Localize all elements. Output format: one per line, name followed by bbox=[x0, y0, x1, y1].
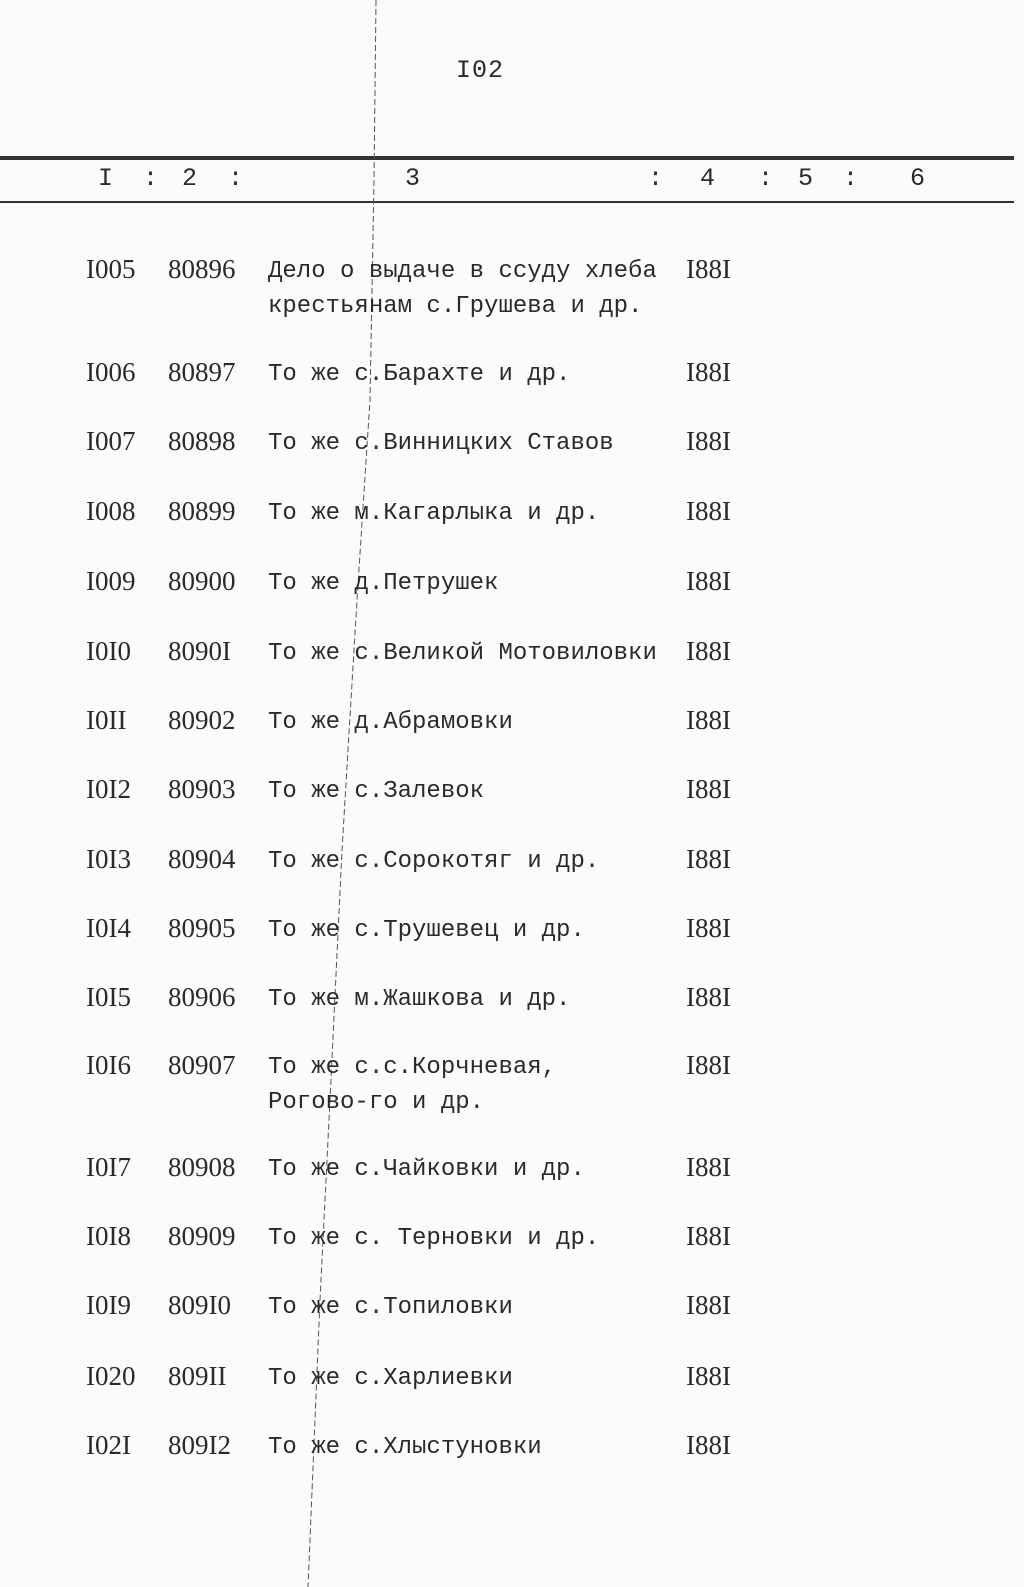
col-sep-3: : bbox=[648, 164, 664, 193]
row-year: I88I bbox=[686, 1361, 731, 1391]
row-description: То же с. Терновки и др. bbox=[268, 1225, 600, 1252]
row-code: 80906 bbox=[168, 982, 236, 1012]
col-sep-4: : bbox=[758, 164, 774, 193]
row-year: I88I bbox=[686, 774, 731, 804]
row-code: 809I2 bbox=[168, 1430, 231, 1460]
row-description: То же с.Великой Мотовиловки bbox=[268, 640, 657, 667]
row-code: 80909 bbox=[168, 1221, 236, 1251]
col-head-3: 3 bbox=[405, 164, 421, 193]
row-number: I0I5 bbox=[86, 982, 131, 1012]
row-number: I02I bbox=[86, 1430, 131, 1460]
row-year: I88I bbox=[686, 844, 731, 874]
row-code: 80904 bbox=[168, 844, 236, 874]
row-year: I88I bbox=[686, 913, 731, 943]
row-description: То же д.Абрамовки bbox=[268, 709, 513, 736]
row-number: I008 bbox=[86, 496, 136, 526]
row-code: 80900 bbox=[168, 566, 236, 596]
row-description: То же м.Кагарлыка и др. bbox=[268, 500, 600, 527]
row-year: I88I bbox=[686, 254, 731, 284]
page-number: I02 bbox=[455, 56, 504, 85]
row-description: То же д.Петрушек bbox=[268, 570, 499, 597]
col-sep-1: : bbox=[143, 164, 159, 193]
row-description: То же с.с.Корчневая, Рогово-го и др. bbox=[268, 1054, 571, 1116]
row-number: I0I0 bbox=[86, 636, 131, 666]
row-year: I88I bbox=[686, 705, 731, 735]
row-number: I0I9 bbox=[86, 1290, 131, 1320]
row-code: 8090I bbox=[168, 636, 231, 666]
col-head-2: 2 bbox=[182, 164, 198, 193]
row-description: То же с.Сорокотяг и др. bbox=[268, 848, 600, 875]
row-number: I0I7 bbox=[86, 1152, 131, 1182]
col-head-6: 6 bbox=[910, 164, 926, 193]
row-description: То же с.Чайковки и др. bbox=[268, 1156, 585, 1183]
row-number: I0I8 bbox=[86, 1221, 131, 1251]
row-year: I88I bbox=[686, 1152, 731, 1182]
row-number: I0II bbox=[86, 705, 127, 735]
row-number: I0I2 bbox=[86, 774, 131, 804]
row-number: I009 bbox=[86, 566, 136, 596]
row-number: I006 bbox=[86, 357, 136, 387]
col-sep-5: : bbox=[843, 164, 859, 193]
col-head-4: 4 bbox=[700, 164, 716, 193]
row-description: То же м.Жашкова и др. bbox=[268, 986, 571, 1013]
row-year: I88I bbox=[686, 1430, 731, 1460]
row-description: То же с.Топиловки bbox=[268, 1294, 513, 1321]
row-code: 80903 bbox=[168, 774, 236, 804]
row-description: То же с.Винницких Ставов bbox=[268, 430, 614, 457]
row-year: I88I bbox=[686, 357, 731, 387]
row-year: I88I bbox=[686, 982, 731, 1012]
row-description: То же с.Барахте и др. bbox=[268, 361, 571, 388]
row-year: I88I bbox=[686, 496, 731, 526]
row-number: I0I4 bbox=[86, 913, 131, 943]
row-description: То же с.Залевок bbox=[268, 778, 485, 805]
row-number: I0I3 bbox=[86, 844, 131, 874]
row-year: I88I bbox=[686, 426, 731, 456]
header-rule-bottom bbox=[0, 201, 1014, 203]
row-year: I88I bbox=[686, 636, 731, 666]
row-code: 80898 bbox=[168, 426, 236, 456]
row-code: 80896 bbox=[168, 254, 236, 284]
row-description: То же с.Трушевец и др. bbox=[268, 917, 585, 944]
row-code: 80902 bbox=[168, 705, 236, 735]
row-code: 80897 bbox=[168, 357, 236, 387]
row-description: То же с.Харлиевки bbox=[268, 1365, 513, 1392]
row-number: I005 bbox=[86, 254, 136, 284]
row-year: I88I bbox=[686, 1221, 731, 1251]
row-number: I007 bbox=[86, 426, 136, 456]
row-description: То же с.Хлыстуновки bbox=[268, 1434, 542, 1461]
header-rule-top bbox=[0, 156, 1014, 160]
row-number: I0I6 bbox=[86, 1050, 131, 1080]
row-description: Дело о выдаче в ссуду хлеба крестьянам с.Грушева и др. bbox=[268, 258, 672, 320]
row-code: 80899 bbox=[168, 496, 236, 526]
row-year: I88I bbox=[686, 1050, 731, 1080]
row-code: 80905 bbox=[168, 913, 236, 943]
col-sep-2: : bbox=[228, 164, 244, 193]
row-year: I88I bbox=[686, 566, 731, 596]
row-code: 80907 bbox=[168, 1050, 236, 1080]
col-head-5: 5 bbox=[798, 164, 814, 193]
row-code: 80908 bbox=[168, 1152, 236, 1182]
row-code: 809I0 bbox=[168, 1290, 231, 1320]
col-head-1: I bbox=[98, 164, 114, 193]
row-code: 809II bbox=[168, 1361, 227, 1391]
row-year: I88I bbox=[686, 1290, 731, 1320]
row-number: I020 bbox=[86, 1361, 136, 1391]
